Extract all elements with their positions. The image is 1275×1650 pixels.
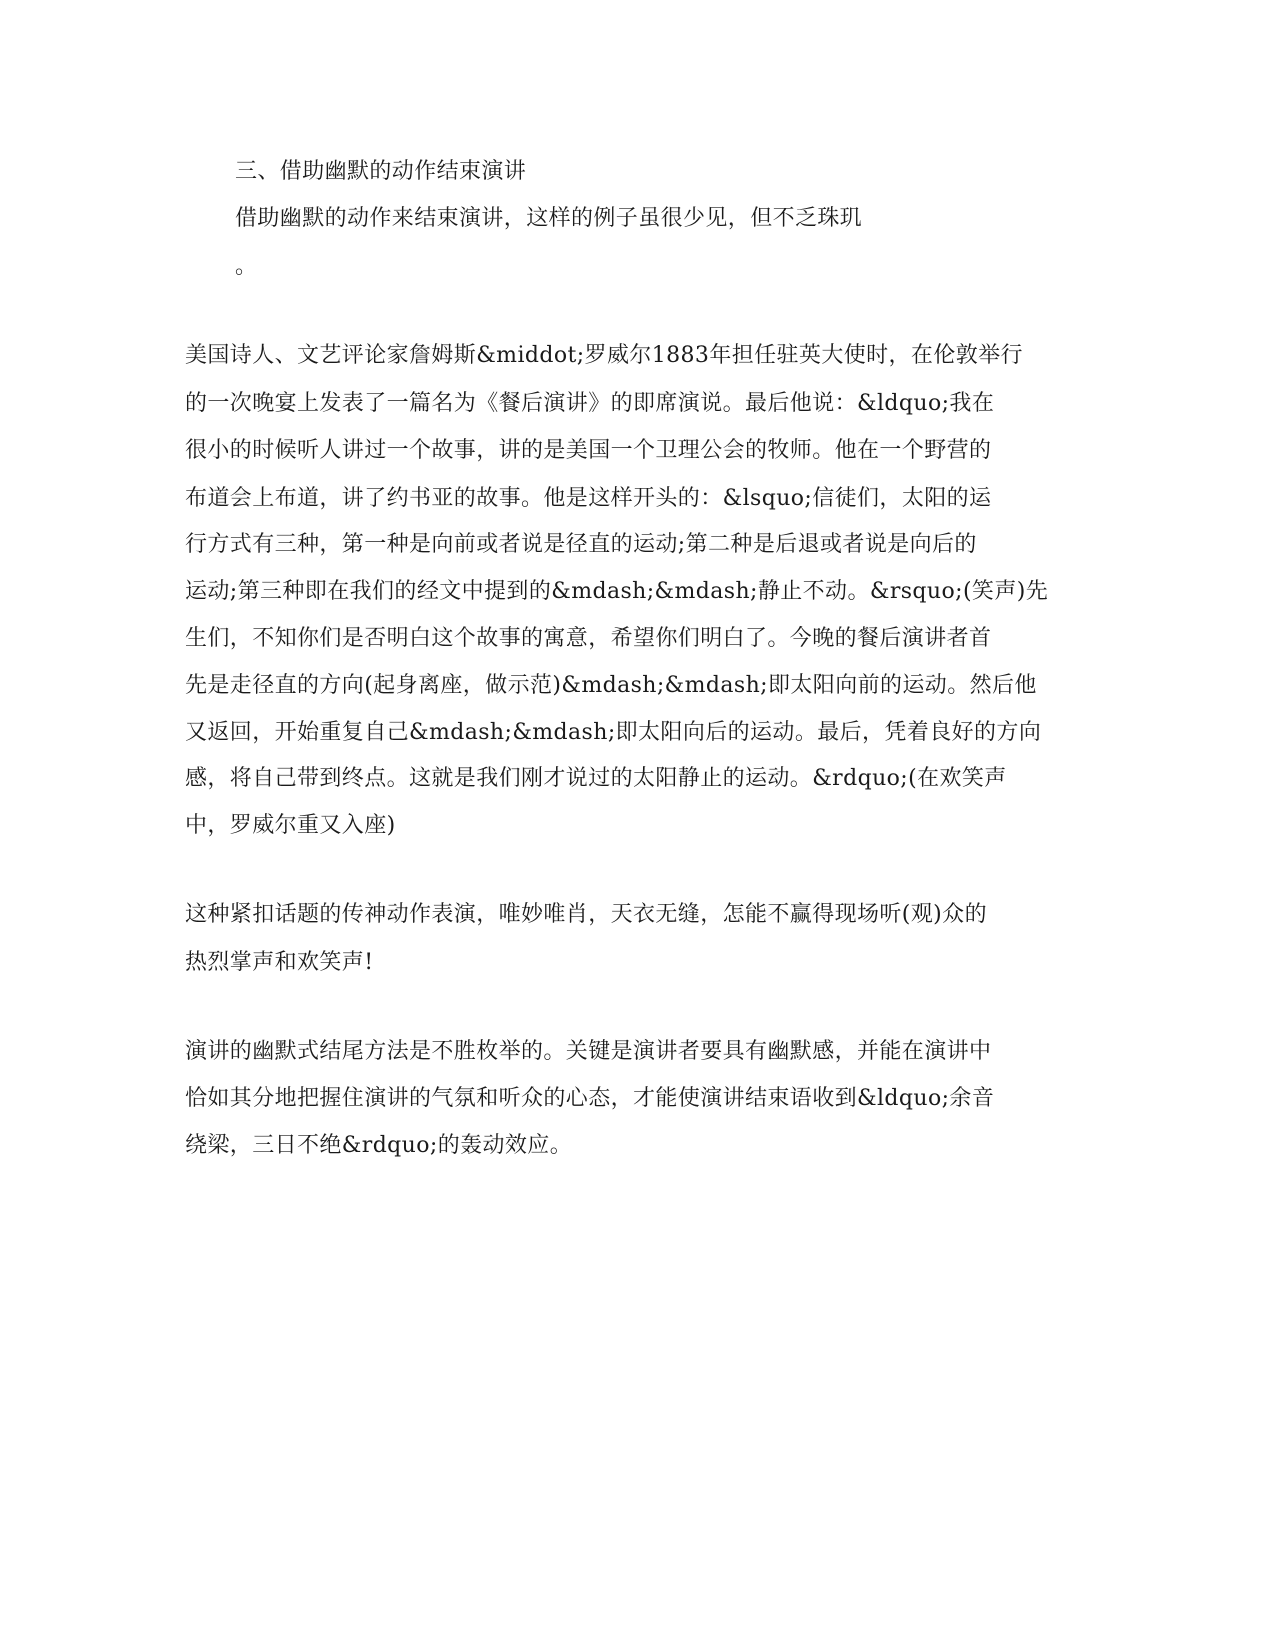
- section-heading: 三、借助幽默的动作结束演讲: [235, 159, 527, 184]
- paragraph-line: 运动;第三种即在我们的经文中提到的&mdash;&mdash;静止不动。&rsquo;(笑声)先: [185, 579, 1049, 604]
- paragraph-line: 这种紧扣话题的传神动作表演，唯妙唯肖，天衣无缝，怎能不赢得现场听(观)众的: [185, 902, 987, 927]
- paragraph-line: 生们，不知你们是否明白这个故事的寓意，希望你们明白了。今晚的餐后演讲者首: [185, 626, 992, 651]
- paragraph-line: 布道会上布道，讲了约书亚的故事。他是这样开头的：&lsquo;信徒们，太阳的运: [185, 486, 992, 511]
- paragraph-line: 的一次晚宴上发表了一篇名为《餐后演讲》的即席演说。最后他说：&ldquo;我在: [185, 391, 995, 416]
- paragraph-line: 又返回，开始重复自己&mdash;&mdash;即太阳向后的运动。最后，凭着良好的方向: [185, 720, 1042, 745]
- paragraph-line: 热烈掌声和欢笑声!: [185, 950, 374, 975]
- paragraph-line: 行方式有三种，第一种是向前或者说是径直的运动;第二种是后退或者说是向后的: [185, 532, 977, 557]
- paragraph-line: 恰如其分地把握住演讲的气氛和听众的心态，才能使演讲结束语收到&ldquo;余音: [185, 1086, 995, 1111]
- paragraph-line: 感，将自己带到终点。这就是我们刚才说过的太阳静止的运动。&rdquo;(在欢笑声: [185, 766, 1007, 791]
- paragraph-line: 先是走径直的方向(起身离座，做示范)&mdash;&mdash;即太阳向前的运动。然后他: [185, 673, 1037, 698]
- paragraph-line: 绕梁，三日不绝&rdquo;的轰动效应。: [185, 1133, 573, 1158]
- intro-line: 借助幽默的动作来结束演讲，这样的例子虽很少见，但不乏珠玑: [235, 206, 863, 231]
- intro-line: 。: [235, 254, 258, 279]
- paragraph-line: 演讲的幽默式结尾方法是不胜枚举的。关键是演讲者要具有幽默感，并能在演讲中: [185, 1039, 992, 1064]
- paragraph-line: 美国诗人、文艺评论家詹姆斯&middot;罗威尔1883年担任驻英大使时，在伦敦举行: [185, 343, 1023, 368]
- paragraph-line: 很小的时候听人讲过一个故事，讲的是美国一个卫理公会的牧师。他在一个野营的: [185, 438, 992, 463]
- paragraph-line: 中，罗威尔重又入座): [185, 813, 396, 838]
